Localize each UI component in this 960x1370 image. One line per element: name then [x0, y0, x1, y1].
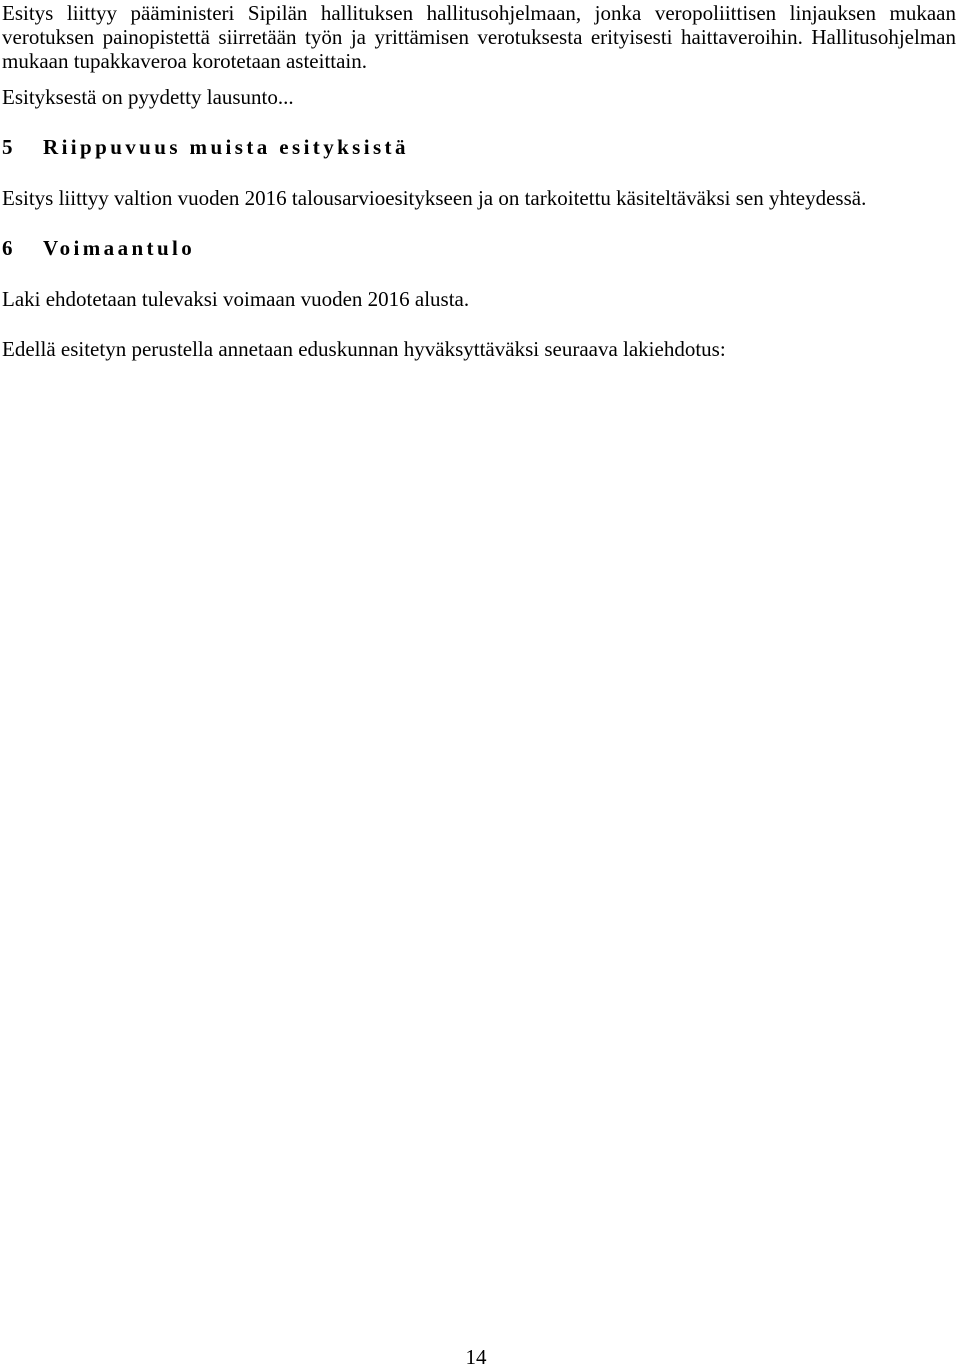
- entry-into-force-paragraph: Laki ehdotetaan tulevaksi voimaan vuoden 2016 alusta.: [2, 287, 470, 311]
- statement-paragraph: Esityksestä on pyydetty lausunto...: [2, 85, 294, 109]
- dependency-paragraph: Esitys liittyy valtion vuoden 2016 talousarvioesitykseen ja on tarkoitettu käsiteltäväksi sen yhteydessä.: [2, 186, 867, 210]
- page-number: 14: [465, 1345, 487, 1369]
- closing-paragraph: Edellä esitetyn perustella annetaan eduskunnan hyväksyttäväksi seuraava lakiehdotus:: [2, 337, 726, 361]
- section-heading-5: [2, 135, 956, 159]
- intro-paragraph: Esitys liittyy pääministeri Sipilän hallituksen hallitusohjelmaan, jonka veropoliittisen linjauksen mukaan verotuksen painopistettä siirretään työn ja yrittämisen verotuksesta erityisesti haittaveroihin. Hallitusohjelman mukaan tupakkaveroa korotetaan asteittain.: [2, 1, 956, 73]
- section-title: Riippuvuus muista esityksistä: [43, 135, 409, 159]
- section-number: 6: [2, 236, 13, 260]
- section-number: 5: [2, 135, 13, 159]
- section-title: Voimaantulo: [43, 236, 196, 260]
- page-content: [2, 0, 956, 361]
- section-heading-6: [2, 236, 956, 260]
